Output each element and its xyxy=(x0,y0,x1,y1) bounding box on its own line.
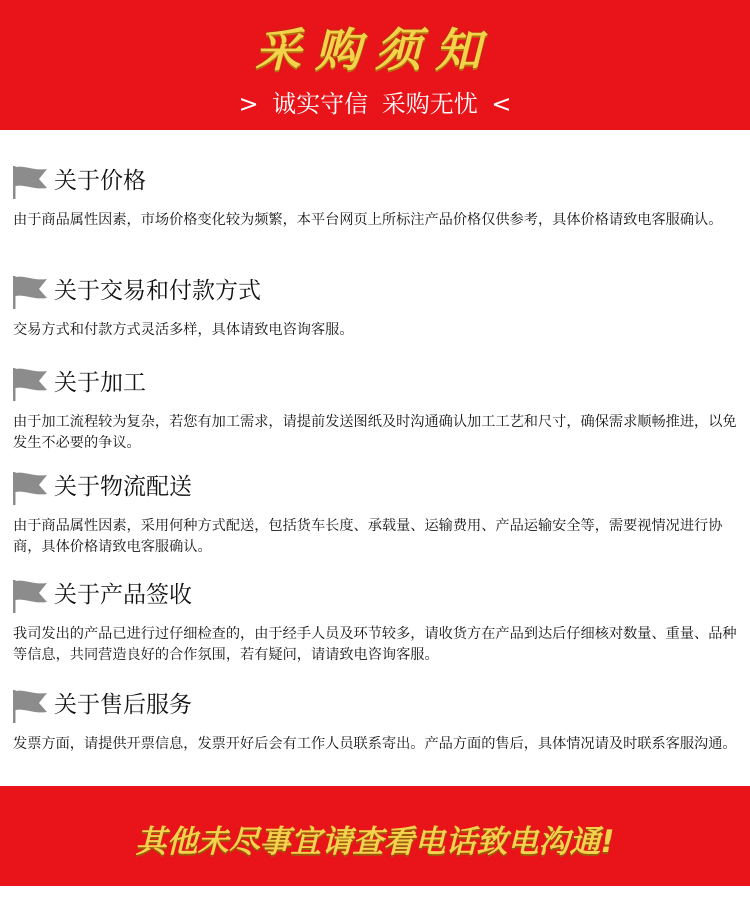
section-body: 交易方式和付款方式灵活多样，具体请致电咨询客服。 xyxy=(13,322,354,338)
section-body: 发票方面，请提供开票信息，发票开好后会有工作人员联系寄出。产品方面的售后，具体情况请及时联系客服沟通。 xyxy=(13,736,737,752)
footer-notice: 其他未尽事宜请查看电话致电沟通! xyxy=(135,824,615,860)
flag-icon xyxy=(11,366,49,402)
flag-icon xyxy=(11,688,49,724)
flag-icon xyxy=(11,164,49,200)
flag-icon xyxy=(11,578,49,614)
section-body: 我司发出的产品已进行过仔细检查的，由于经手人员及环节较多，请收货方在产品到达后仔细核对数量、重量、品种等信息，共同营造良好的合作氛围，若有疑问，请请致电咨询客服。 xyxy=(13,626,737,663)
section-title: 关于产品签收 xyxy=(54,582,192,608)
section-title: 关于交易和付款方式 xyxy=(54,278,261,304)
section-title: 关于物流配送 xyxy=(54,474,192,500)
header-banner xyxy=(0,0,750,130)
section-title: 关于加工 xyxy=(54,370,146,396)
section-title: 关于价格 xyxy=(54,168,146,194)
footer-banner xyxy=(0,786,750,886)
page-title: 采购须知 xyxy=(255,23,495,77)
section-body: 由于商品属性因素，市场价格变化较为频繁，本平台网页上所标注产品价格仅供参考，具体价格请致电客服确认。 xyxy=(13,212,723,228)
section-title: 关于售后服务 xyxy=(54,692,192,718)
flag-icon xyxy=(11,274,49,310)
section-body: 由于加工流程较为复杂，若您有加工需求，请提前发送图纸及时沟通确认加工工艺和尺寸，确保需求顺畅推进，以免发生不必要的争议。 xyxy=(13,414,737,451)
page-subtitle: > 诚实守信 采购无忧 < xyxy=(238,90,512,118)
flag-icon xyxy=(11,470,49,506)
section-body: 由于商品属性因素，采用何种方式配送，包括货车长度、承载量、运输费用、产品运输安全等，需要视情况进行协商，具体价格请致电客服确认。 xyxy=(13,518,723,555)
